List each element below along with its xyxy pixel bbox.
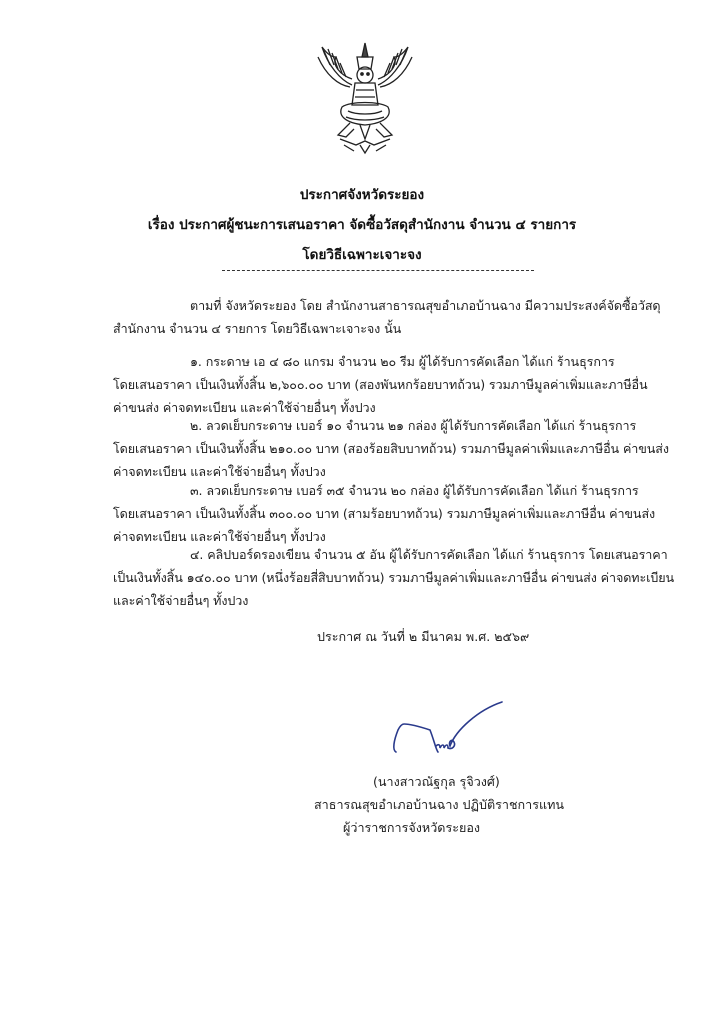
item-2-line-1: ๒. ลวดเย็บกระดาษ เบอร์ ๑๐ จำนวน ๒๑ กล่อง ผู้ได้รับการคัดเลือก ได้แก่ ร้านธุรการ: [190, 418, 637, 433]
intro-line-2: สำนักงาน จำนวน ๔ รายการ โดยวิธีเฉพาะเจาะจง นั้น: [113, 321, 402, 336]
item-4-line-1: ๔. คลิปบอร์ดรองเขียน จำนวน ๕ อัน ผู้ได้รับการคัดเลือก ได้แก่ ร้านธุรการ โดยเสนอราคา: [190, 547, 668, 562]
item-4-line-3: และค่าใช้จ่ายอื่นๆ ทั้งปวง: [113, 593, 249, 608]
item-1-line-3: ค่าขนส่ง ค่าจดทะเบียน และค่าใช้จ่ายอื่นๆ ทั้งปวง: [113, 400, 376, 415]
signatory-name: (นางสาวณัฐกุล รุจิวงศ์): [373, 774, 500, 789]
item-1-line-2: โดยเสนอราคา เป็นเงินทั้งสิ้น ๒,๖๐๐.๐๐ บาท (สองพันหกร้อยบาทถ้วน) รวมภาษีมูลค่าเพิ่มและภาษีอื่น: [113, 377, 648, 392]
item-4-line-2: เป็นเงินทั้งสิ้น ๑๔๐.๐๐ บาท (หนึ่งร้อยสี่สิบบาทถ้วน) รวมภาษีมูลค่าเพิ่มและภาษีอื่น ค่าขนส่ง ค่าจดทะเบียน: [113, 570, 675, 585]
dashed-divider: [222, 270, 534, 271]
item-2-line-2: โดยเสนอราคา เป็นเงินทั้งสิ้น ๒๑๐.๐๐ บาท (สองร้อยสิบบาทถ้วน) รวมภาษีมูลค่าเพิ่มและภาษีอื่น ค่าขนส่ง: [113, 441, 669, 456]
announcement-title: ประกาศจังหวัดระยอง: [299, 187, 425, 203]
signatory-position: สาธารณสุขอำเภอบ้านฉาง ปฏิบัติราชการแทน: [314, 797, 565, 812]
handwritten-signature: [390, 700, 510, 760]
garuda-emblem-icon: [310, 35, 420, 155]
item-1-line-1: ๑. กระดาษ เอ ๔ ๘๐ แกรม จำนวน ๒๐ รีม ผู้ได้รับการคัดเลือก ได้แก่ ร้านธุรการ: [190, 354, 615, 369]
signatory-acting-for: ผู้ว่าราชการจังหวัดระยอง: [343, 820, 481, 835]
item-2-line-3: ค่าจดทะเบียน และค่าใช้จ่ายอื่นๆ ทั้งปวง: [113, 464, 326, 479]
procurement-method: โดยวิธีเฉพาะเจาะจง: [302, 247, 422, 263]
announcement-date: ประกาศ ณ วันที่ ๒ มีนาคม พ.ศ. ๒๕๖๙: [317, 629, 530, 644]
announcement-subject: เรื่อง ประกาศผู้ชนะการเสนอราคา จัดซื้อวัสดุสำนักงาน จำนวน ๔ รายการ: [147, 217, 577, 233]
item-3-line-3: ค่าจดทะเบียน และค่าใช้จ่ายอื่นๆ ทั้งปวง: [113, 529, 326, 544]
item-3-line-1: ๓. ลวดเย็บกระดาษ เบอร์ ๓๕ จำนวน ๒๐ กล่อง ผู้ได้รับการคัดเลือก ได้แก่ ร้านธุรการ: [190, 483, 639, 498]
intro-line-1: ตามที่ จังหวัดระยอง โดย สำนักงานสาธารณสุขอำเภอบ้านฉาง มีความประสงค์จัดซื้อวัสดุ: [190, 298, 661, 313]
item-3-line-2: โดยเสนอราคา เป็นเงินทั้งสิ้น ๓๐๐.๐๐ บาท (สามร้อยบาทถ้วน) รวมภาษีมูลค่าเพิ่มและภาษีอื่น ค่าขนส่ง: [113, 506, 656, 521]
